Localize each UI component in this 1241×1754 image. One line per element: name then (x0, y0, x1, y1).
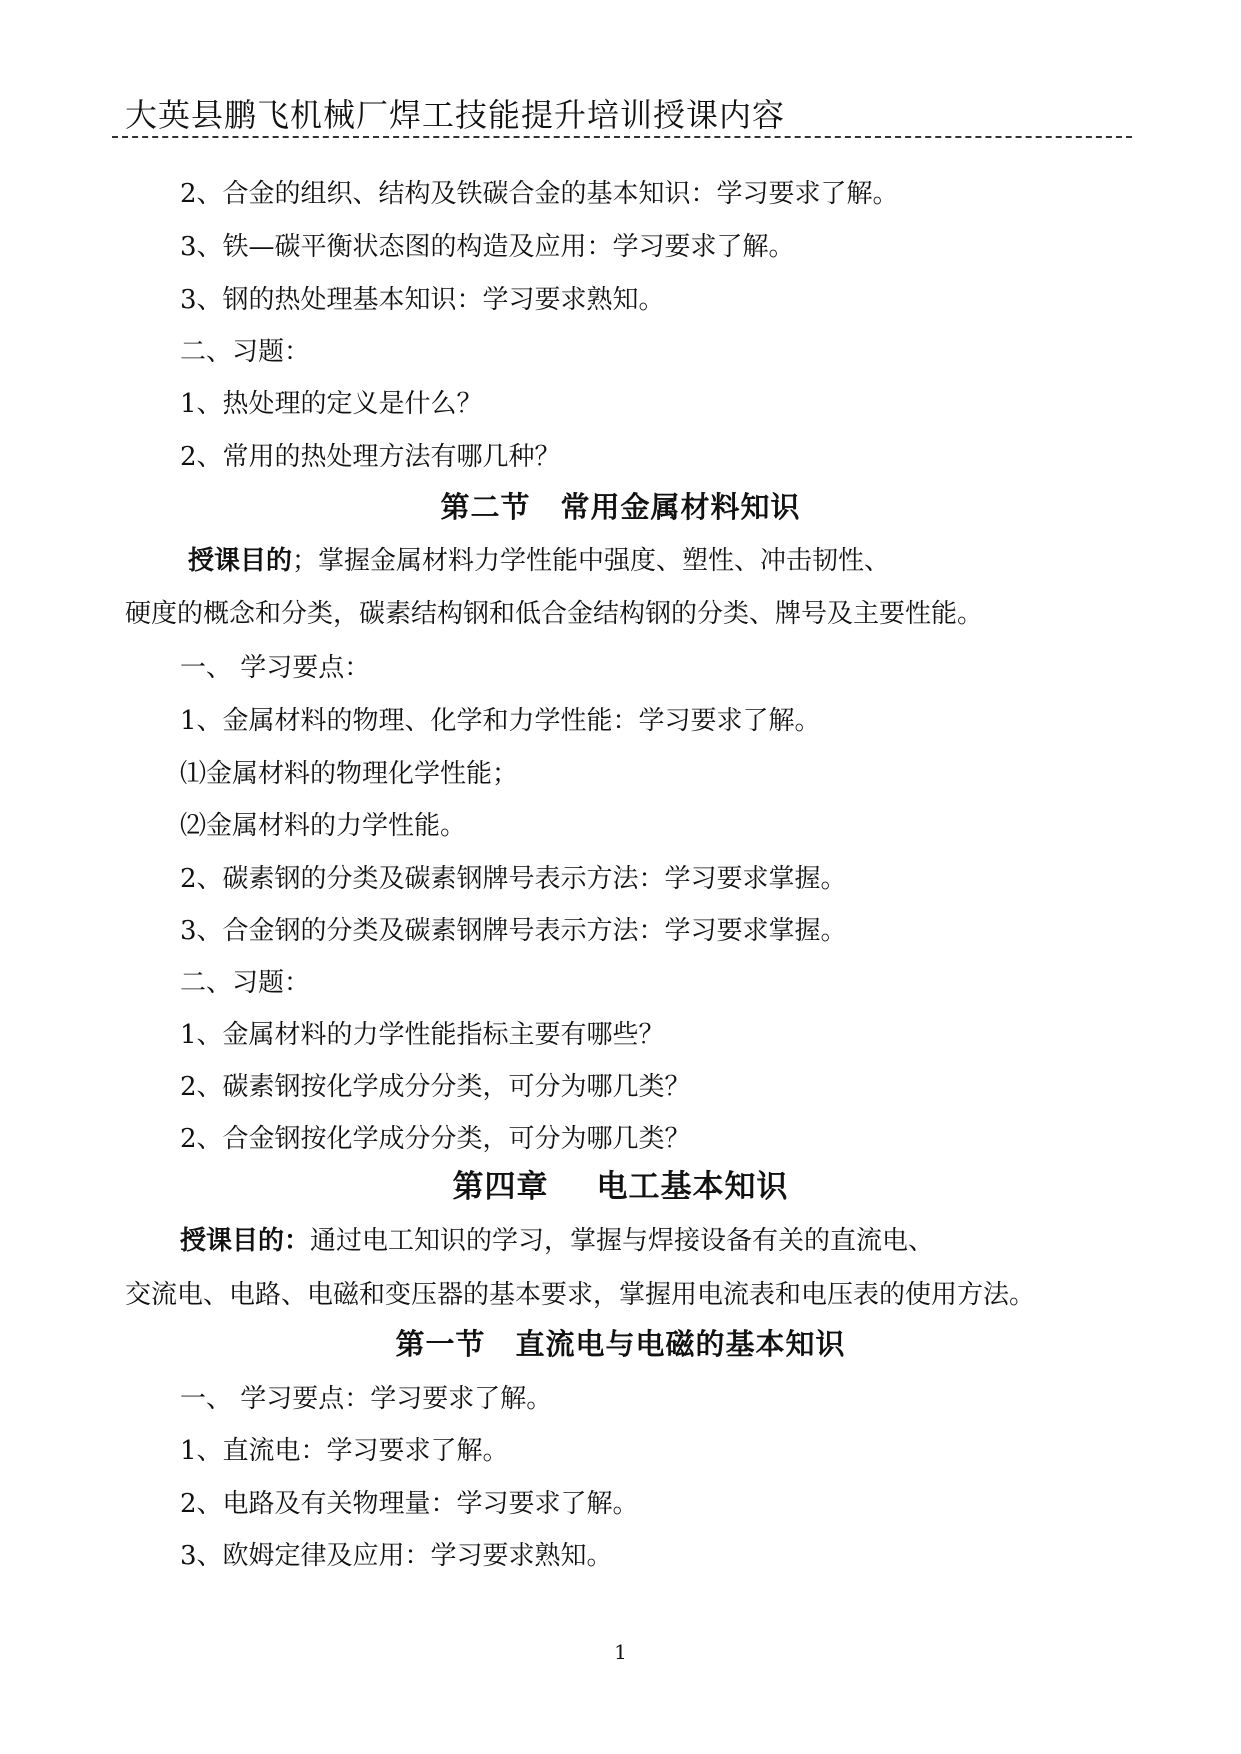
text-line: 一、 学习要点：学习要求了解。 (180, 1384, 553, 1414)
text-line: 1、直流电：学习要求了解。 (180, 1436, 509, 1466)
text-line: 3、欧姆定律及应用：学习要求熟知。 (180, 1541, 613, 1571)
header-divider (112, 136, 1132, 138)
text-line: 3、合金钢的分类及碳素钢牌号表示方法：学习要求掌握。 (180, 916, 847, 946)
text-line: 1、热处理的定义是什么？ (180, 389, 483, 419)
text-line: 1、金属材料的物理、化学和力学性能：学习要求了解。 (180, 706, 821, 736)
text-line: ⑴金属材料的物理化学性能； (180, 759, 519, 789)
section-heading-number: 第二节 (440, 490, 531, 524)
objective-paragraph-line (180, 1224, 934, 1258)
section-heading (0, 488, 1241, 526)
text-line: 2、电路及有关物理量：学习要求了解。 (180, 1489, 639, 1519)
text-line: 一、 学习要点： (180, 653, 371, 683)
text-line: 1、金属材料的力学性能指标主要有哪些？ (180, 1020, 665, 1050)
chapter-heading-number: 第四章 (452, 1169, 549, 1205)
text-line: 二、习题： (180, 337, 311, 367)
text-line: 2、碳素钢的分类及碳素钢牌号表示方法：学习要求掌握。 (180, 864, 847, 894)
text-line: ⑵金属材料的力学性能。 (180, 811, 467, 841)
objective-label: 授课目的 (188, 546, 293, 576)
section-heading-title: 直流电与电磁的基本知识 (515, 1327, 846, 1361)
chapter-heading-title: 电工基本知识 (596, 1169, 789, 1205)
objective-paragraph-line (188, 544, 890, 578)
objective-paragraph-line: 硬度的概念和分类，碳素结构钢和低合金结构钢的分类、牌号及主要性能。 (125, 599, 984, 629)
objective-label: 授课目的： (180, 1226, 311, 1256)
text-line: 2、合金钢按化学成分分类，可分为哪几类？ (180, 1124, 691, 1154)
text-line: 3、铁—碳平衡状态图的构造及应用：学习要求了解。 (180, 232, 795, 262)
text-line: 2、常用的热处理方法有哪几种？ (180, 442, 561, 472)
chapter-heading (0, 1168, 1241, 1206)
page-number: 1 (614, 1640, 627, 1664)
text-line: 2、合金的组织、结构及铁碳合金的基本知识：学习要求了解。 (180, 179, 899, 209)
text-line: 二、习题： (180, 968, 311, 998)
objective-text: ；掌握金属材料力学性能中强度、塑性、冲击韧性、 (292, 546, 891, 576)
section-heading-number: 第一节 (395, 1327, 486, 1361)
objective-text: 通过电工知识的学习，掌握与焊接设备有关的直流电、 (310, 1226, 935, 1256)
page-header-title: 大英县鹏飞机械厂焊工技能提升培训授课内容 (125, 96, 786, 134)
objective-paragraph-line: 交流电、电路、电磁和变压器的基本要求，掌握用电流表和电压表的使用方法。 (125, 1280, 1036, 1310)
section-heading-title: 常用金属材料知识 (560, 490, 801, 524)
text-line: 3、钢的热处理基本知识：学习要求熟知。 (180, 285, 665, 315)
text-line: 2、碳素钢按化学成分分类，可分为哪几类？ (180, 1072, 691, 1102)
section-heading (0, 1325, 1241, 1363)
